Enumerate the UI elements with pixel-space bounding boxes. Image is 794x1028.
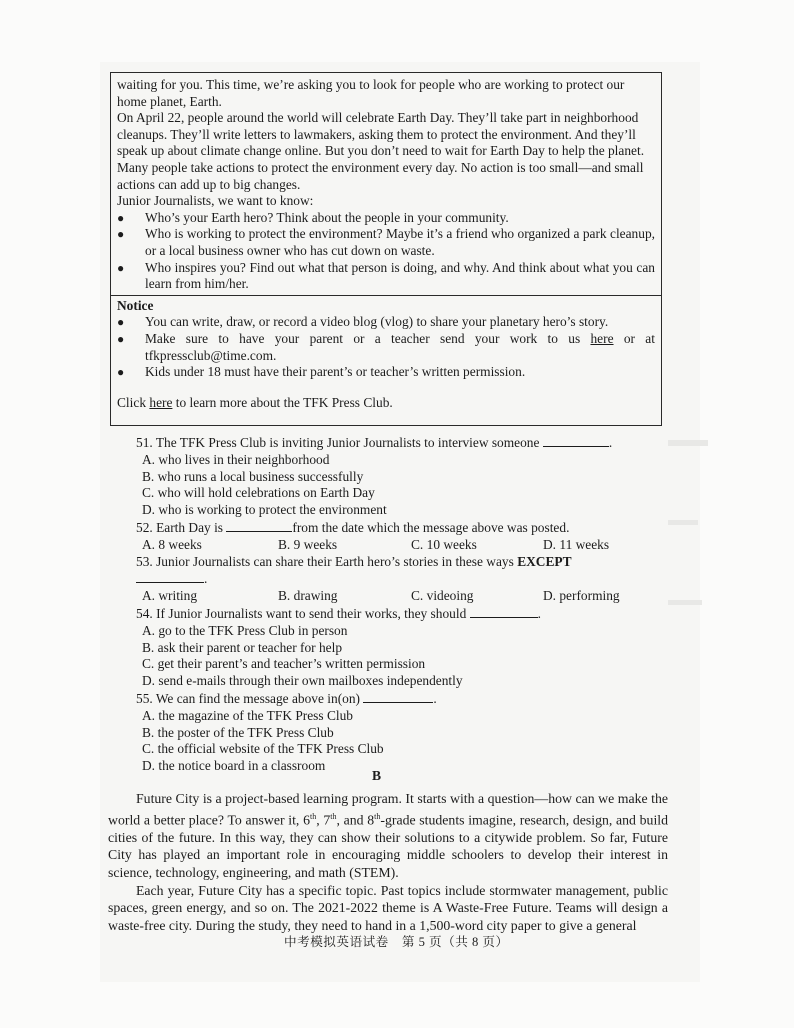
notice-box <box>110 72 662 426</box>
click-prefix: Click <box>117 394 147 410</box>
notice-text-tail: or at tfkpressclub@time.com. <box>145 330 655 363</box>
para-text: Future City is a project-based learning program. It starts with a question—how can we make the world a better place? To answer it, 6 <box>108 791 668 828</box>
question-tail: from the date which the message above was posted. <box>292 519 570 535</box>
answer-blank <box>543 434 609 447</box>
para-text: , 7 <box>316 812 331 828</box>
option: A. the magazine of the TFK Press Club <box>142 707 353 723</box>
option: D. the notice board in a classroom <box>142 758 326 774</box>
click-line <box>117 395 655 412</box>
question-stem: 55. We can find the message above in(on) <box>136 690 361 706</box>
option: C. 10 weeks <box>411 536 477 552</box>
option: A. go to the TFK Press Club in person <box>142 622 348 638</box>
option: B. drawing <box>278 588 338 604</box>
superscript: th <box>330 811 337 821</box>
box-intro-1: waiting for you. This time, we’re asking you to look for people who are working to protect our home planet, Earth. <box>117 77 625 109</box>
bleed-mark <box>668 520 698 525</box>
question-end: . <box>433 690 437 706</box>
page-footer: 中考模拟英语试卷 第 5 页（共 8 页） <box>284 935 509 949</box>
click-suffix: to learn more about the TFK Press Club. <box>175 394 393 410</box>
passage-b <box>108 790 668 934</box>
option: B. 9 weeks <box>278 536 338 552</box>
notice-title: Notice <box>117 297 154 313</box>
click-here-link[interactable]: here <box>149 394 173 410</box>
option: B. ask their parent or teacher for help <box>142 639 343 655</box>
box-divider <box>111 295 661 296</box>
option: D. performing <box>543 588 620 604</box>
answer-blank <box>363 690 433 703</box>
question-end: . <box>608 435 613 450</box>
option: C. videoing <box>411 588 474 604</box>
option: A. 8 weeks <box>142 536 202 552</box>
option: B. the poster of the TFK Press Club <box>142 724 334 740</box>
notice-text: Kids under 18 must have their parent’s or teacher’s written permission. <box>145 364 526 380</box>
bleed-mark <box>668 600 702 605</box>
question-53 <box>136 554 636 589</box>
option: C. who will hold celebrations on Earth Day <box>142 485 375 501</box>
bullet-icon: ● <box>117 210 125 225</box>
bullet-icon: ● <box>117 365 125 380</box>
superscript: th <box>374 811 381 821</box>
answer-blank <box>226 519 292 532</box>
question-55 <box>136 690 636 708</box>
bleed-mark <box>668 440 708 446</box>
section-heading: B <box>372 768 382 783</box>
question-text: Who inspires you? Find out what that person is doing, and why. And think about what you can learn from him/her. <box>145 259 655 292</box>
superscript: th <box>309 811 317 821</box>
notice-bullet <box>117 364 655 381</box>
option: C. get their parent’s and teacher’s written permission <box>142 656 426 672</box>
options-row <box>142 537 636 554</box>
options-row <box>142 588 636 605</box>
notice-text <box>145 331 655 364</box>
box-intro-2: On April 22, people around the world will celebrate Earth Day. They’ll take part in neighborhood cleanups. They’ll write letters to lawmakers, asking them to protect the environment. And they’ll speak up about climate change online. But you don’t need to wait for Earth Day to help the planet. Many people take actions to protect the environment every day. No action is too small—and small actions can add up to big changes. <box>117 110 645 192</box>
question-51 <box>136 434 636 452</box>
question-text: Who’s your Earth hero? Think about the people in your community. <box>145 209 509 225</box>
bullet-icon: ● <box>117 227 125 242</box>
answer-blank <box>136 570 204 583</box>
notice-text: You can write, draw, or record a video blog (vlog) to share your planetary hero’s story. <box>145 314 609 330</box>
option: A. writing <box>142 588 198 604</box>
passage-paragraph-2: Each year, Future City has a specific topic. Past topics include stormwater management, public spaces, green energy, and so on. The 2021-2022 theme is A Waste-Free Future. Teams will design a waste-free city. During the study, they need to hand in a 1,500-word city paper to give a general <box>108 882 668 933</box>
question-end: . <box>204 571 208 587</box>
option: D. who is working to protect the environment <box>142 502 387 518</box>
question-stem: 52. Earth Day is <box>136 519 224 535</box>
question-54 <box>136 605 636 623</box>
question-end: . <box>537 605 541 621</box>
question-52 <box>136 519 636 537</box>
question-bullet <box>117 210 655 227</box>
para-text: , and 8 <box>336 812 375 828</box>
bullet-icon: ● <box>117 260 125 275</box>
questions-section <box>136 434 636 775</box>
answer-blank <box>470 605 538 618</box>
question-stem: 54. If Junior Journalists want to send their works, they should <box>136 605 467 621</box>
notice-text-part: Make sure to have your parent or a teacher send your work to us <box>145 330 581 346</box>
question-stem: 53. Junior Journalists can share their Earth hero’s stories in these ways <box>136 553 514 569</box>
notice-bullet <box>117 331 655 364</box>
bullet-icon: ● <box>117 331 125 346</box>
question-bullet <box>117 260 655 293</box>
option: C. the official website of the TFK Press Club <box>142 741 384 757</box>
bullet-icon: ● <box>117 315 125 330</box>
para-text: -grade students imagine, research, design, and build cities of the future. In this way, they can show their solutions to a citywide problem. So far, Future City has played an important role in encouraging middle schoolers to develop their interest in science, technology, engineering, and math (STEM). <box>108 812 669 880</box>
except-word: EXCEPT <box>517 553 572 569</box>
box-intro-3: Junior Journalists, we want to know: <box>117 193 314 209</box>
option: D. 11 weeks <box>543 536 610 552</box>
here-link[interactable]: here <box>590 330 614 346</box>
notice-bullet <box>117 314 655 331</box>
question-stem: 51. The TFK Press Club is inviting Junior Journalists to interview someone <box>136 435 540 450</box>
question-bullet <box>117 226 655 259</box>
option: D. send e-mails through their own mailboxes independently <box>142 673 463 689</box>
option: A. who lives in their neighborhood <box>142 451 330 467</box>
option: B. who runs a local business successfully <box>142 468 364 484</box>
passage-paragraph-1 <box>108 790 668 882</box>
question-text: Who is working to protect the environment? Maybe it’s a friend who organized a park cleanup, or a local business owner who has cut down on waste. <box>145 226 655 258</box>
